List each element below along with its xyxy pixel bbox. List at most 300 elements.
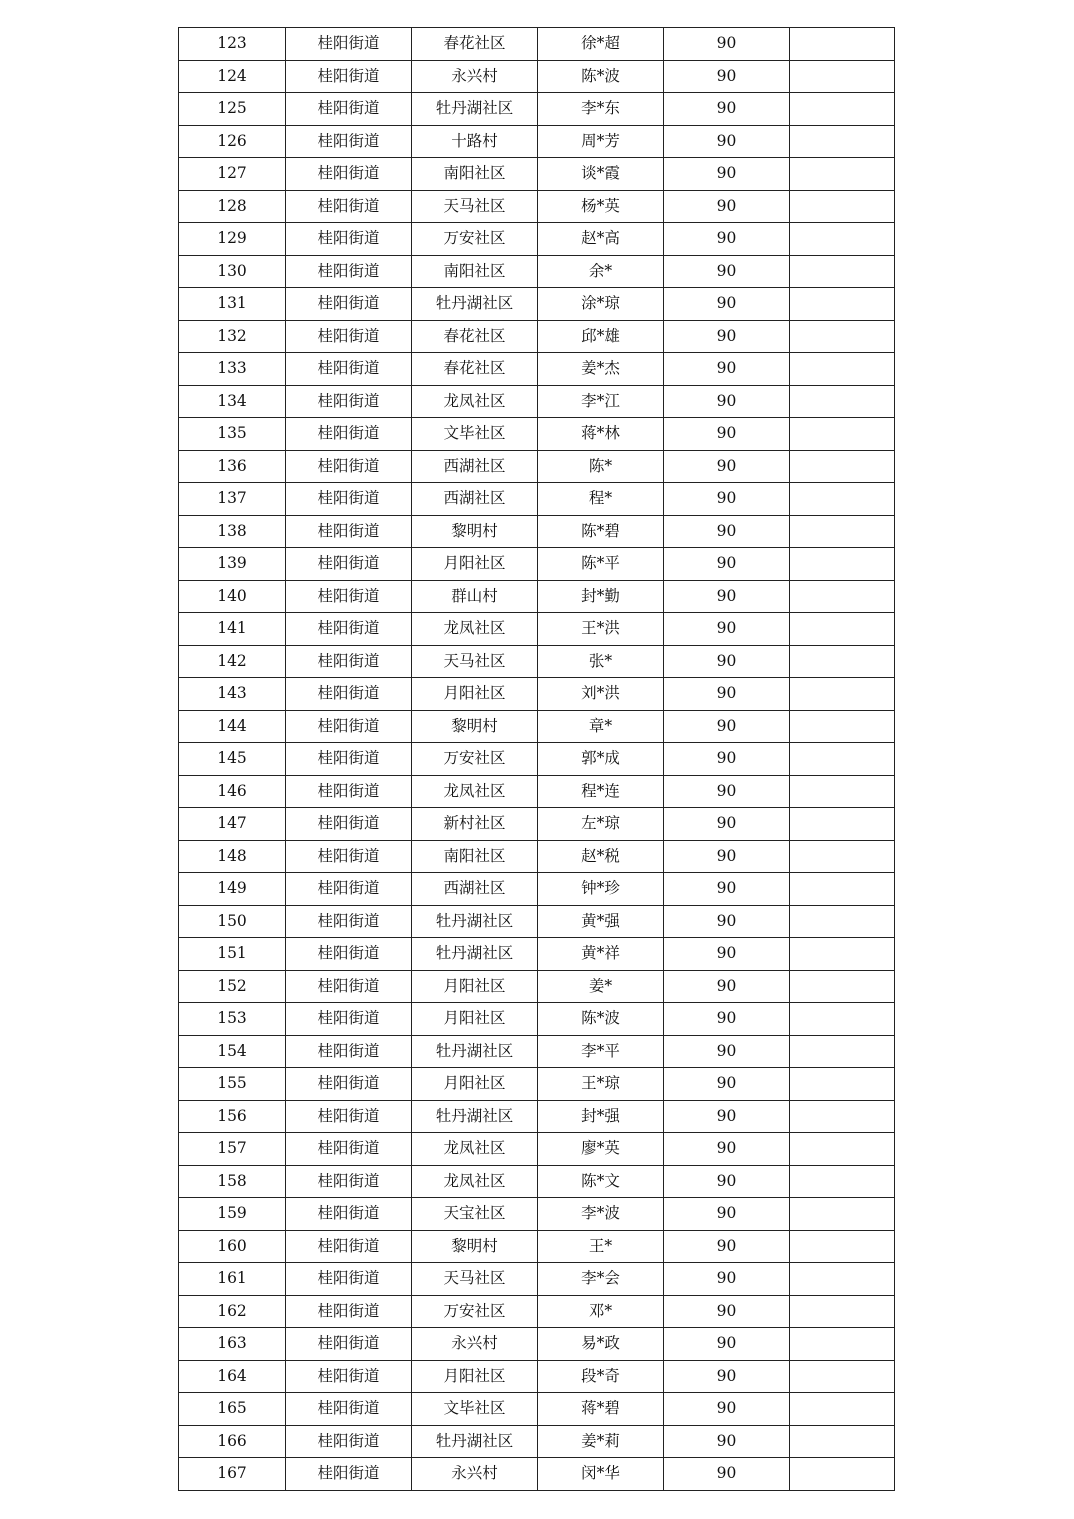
person-name-cell: 邓* [538,1295,664,1328]
community-cell: 黎明村 [412,515,538,548]
table-row [179,938,895,971]
row-number-cell: 127 [179,158,286,191]
remark-cell [790,1425,895,1458]
remark-cell [790,418,895,451]
table-row [179,158,895,191]
street-cell: 桂阳街道 [286,515,412,548]
score-cell: 90 [664,1328,790,1361]
remark-cell [790,483,895,516]
person-name-cell: 蒋*林 [538,418,664,451]
remark-cell [790,223,895,256]
score-cell: 90 [664,1458,790,1491]
community-cell: 牡丹湖社区 [412,905,538,938]
person-name-cell: 陈*文 [538,1165,664,1198]
score-cell: 90 [664,288,790,321]
street-cell: 桂阳街道 [286,1165,412,1198]
street-cell: 桂阳街道 [286,418,412,451]
person-name-cell: 陈*平 [538,548,664,581]
community-cell: 南阳社区 [412,158,538,191]
remark-cell [790,1230,895,1263]
remark-cell [790,1100,895,1133]
community-cell: 月阳社区 [412,548,538,581]
table-row [179,873,895,906]
street-cell: 桂阳街道 [286,1458,412,1491]
table-row [179,1328,895,1361]
street-cell: 桂阳街道 [286,1230,412,1263]
community-cell: 龙凤社区 [412,1133,538,1166]
community-cell: 龙凤社区 [412,613,538,646]
community-cell: 春花社区 [412,320,538,353]
street-cell: 桂阳街道 [286,1263,412,1296]
person-name-cell: 赵*高 [538,223,664,256]
score-cell: 90 [664,938,790,971]
street-cell: 桂阳街道 [286,808,412,841]
table-row [179,1068,895,1101]
table-row [179,580,895,613]
score-cell: 90 [664,418,790,451]
table-row [179,1263,895,1296]
street-cell: 桂阳街道 [286,1198,412,1231]
row-number-cell: 155 [179,1068,286,1101]
community-cell: 月阳社区 [412,678,538,711]
score-cell: 90 [664,1393,790,1426]
street-cell: 桂阳街道 [286,93,412,126]
community-cell: 万安社区 [412,223,538,256]
person-name-cell: 蒋*碧 [538,1393,664,1426]
score-cell: 90 [664,320,790,353]
table-row [179,483,895,516]
row-number-cell: 154 [179,1035,286,1068]
street-cell: 桂阳街道 [286,775,412,808]
person-name-cell: 周*芳 [538,125,664,158]
remark-cell [790,905,895,938]
row-number-cell: 132 [179,320,286,353]
row-number-cell: 128 [179,190,286,223]
community-cell: 黎明村 [412,1230,538,1263]
person-name-cell: 姜*杰 [538,353,664,386]
table-row [179,905,895,938]
street-cell: 桂阳街道 [286,743,412,776]
person-name-cell: 王*琼 [538,1068,664,1101]
person-name-cell: 封*强 [538,1100,664,1133]
person-name-cell: 王* [538,1230,664,1263]
score-cell: 90 [664,840,790,873]
row-number-cell: 138 [179,515,286,548]
row-number-cell: 159 [179,1198,286,1231]
street-cell: 桂阳街道 [286,223,412,256]
score-cell: 90 [664,710,790,743]
person-name-cell: 廖*英 [538,1133,664,1166]
person-name-cell: 杨*英 [538,190,664,223]
table-row [179,1360,895,1393]
community-cell: 牡丹湖社区 [412,1100,538,1133]
street-cell: 桂阳街道 [286,873,412,906]
street-cell: 桂阳街道 [286,1068,412,1101]
community-cell: 月阳社区 [412,1360,538,1393]
score-cell: 90 [664,808,790,841]
street-cell: 桂阳街道 [286,288,412,321]
row-number-cell: 139 [179,548,286,581]
score-cell: 90 [664,645,790,678]
row-number-cell: 152 [179,970,286,1003]
table-row [179,1035,895,1068]
person-name-cell: 刘*洪 [538,678,664,711]
table-row [179,190,895,223]
community-cell: 牡丹湖社区 [412,938,538,971]
table-row [179,1425,895,1458]
table-row [179,1198,895,1231]
score-cell: 90 [664,905,790,938]
row-number-cell: 164 [179,1360,286,1393]
person-name-cell: 谈*霞 [538,158,664,191]
row-number-cell: 136 [179,450,286,483]
row-number-cell: 166 [179,1425,286,1458]
person-name-cell: 余* [538,255,664,288]
person-name-cell: 陈*波 [538,60,664,93]
row-number-cell: 137 [179,483,286,516]
table-row [179,255,895,288]
remark-cell [790,515,895,548]
row-number-cell: 129 [179,223,286,256]
person-name-cell: 陈*碧 [538,515,664,548]
table-row [179,645,895,678]
table-row [179,450,895,483]
score-cell: 90 [664,28,790,61]
row-number-cell: 123 [179,28,286,61]
remark-cell [790,1360,895,1393]
remark-cell [790,613,895,646]
score-cell: 90 [664,1230,790,1263]
table-row [179,678,895,711]
table-row [179,1003,895,1036]
table-row [179,1393,895,1426]
remark-cell [790,873,895,906]
community-cell: 天马社区 [412,645,538,678]
community-cell: 牡丹湖社区 [412,1425,538,1458]
score-cell: 90 [664,580,790,613]
street-cell: 桂阳街道 [286,645,412,678]
row-number-cell: 147 [179,808,286,841]
remark-cell [790,158,895,191]
street-cell: 桂阳街道 [286,483,412,516]
row-number-cell: 130 [179,255,286,288]
remark-cell [790,1458,895,1491]
row-number-cell: 140 [179,580,286,613]
row-number-cell: 134 [179,385,286,418]
roster-sheet [178,27,894,1491]
remark-cell [790,970,895,1003]
score-cell: 90 [664,1003,790,1036]
person-name-cell: 封*勤 [538,580,664,613]
community-cell: 春花社区 [412,28,538,61]
table-row [179,970,895,1003]
row-number-cell: 153 [179,1003,286,1036]
remark-cell [790,93,895,126]
row-number-cell: 124 [179,60,286,93]
person-name-cell: 徐*超 [538,28,664,61]
street-cell: 桂阳街道 [286,1003,412,1036]
person-name-cell: 张* [538,645,664,678]
community-cell: 天马社区 [412,1263,538,1296]
street-cell: 桂阳街道 [286,450,412,483]
table-row [179,1458,895,1491]
row-number-cell: 131 [179,288,286,321]
score-cell: 90 [664,1035,790,1068]
street-cell: 桂阳街道 [286,1133,412,1166]
row-number-cell: 156 [179,1100,286,1133]
score-cell: 90 [664,743,790,776]
row-number-cell: 158 [179,1165,286,1198]
person-name-cell: 李*东 [538,93,664,126]
remark-cell [790,580,895,613]
score-cell: 90 [664,1425,790,1458]
community-cell: 西湖社区 [412,873,538,906]
person-name-cell: 左*琼 [538,808,664,841]
score-cell: 90 [664,1165,790,1198]
remark-cell [790,1035,895,1068]
person-name-cell: 李*会 [538,1263,664,1296]
row-number-cell: 167 [179,1458,286,1491]
person-name-cell: 涂*琼 [538,288,664,321]
remark-cell [790,1328,895,1361]
remark-cell [790,288,895,321]
score-cell: 90 [664,1133,790,1166]
person-name-cell: 王*洪 [538,613,664,646]
person-name-cell: 陈*波 [538,1003,664,1036]
score-cell: 90 [664,158,790,191]
score-cell: 90 [664,1068,790,1101]
score-cell: 90 [664,190,790,223]
table-row [179,1133,895,1166]
street-cell: 桂阳街道 [286,1393,412,1426]
table-row [179,808,895,841]
table-row [179,1165,895,1198]
street-cell: 桂阳街道 [286,60,412,93]
score-cell: 90 [664,970,790,1003]
person-name-cell: 黄*强 [538,905,664,938]
person-name-cell: 钟*珍 [538,873,664,906]
table-row [179,28,895,61]
table-row [179,125,895,158]
street-cell: 桂阳街道 [286,1328,412,1361]
remark-cell [790,1263,895,1296]
remark-cell [790,255,895,288]
row-number-cell: 149 [179,873,286,906]
score-cell: 90 [664,1295,790,1328]
row-number-cell: 135 [179,418,286,451]
person-name-cell: 程* [538,483,664,516]
street-cell: 桂阳街道 [286,1295,412,1328]
table-row [179,1295,895,1328]
remark-cell [790,1165,895,1198]
remark-cell [790,1003,895,1036]
community-cell: 文毕社区 [412,418,538,451]
person-name-cell: 李*平 [538,1035,664,1068]
row-number-cell: 141 [179,613,286,646]
street-cell: 桂阳街道 [286,1425,412,1458]
community-cell: 黎明村 [412,710,538,743]
street-cell: 桂阳街道 [286,613,412,646]
table-row [179,288,895,321]
remark-cell [790,645,895,678]
street-cell: 桂阳街道 [286,125,412,158]
table-row [179,743,895,776]
score-cell: 90 [664,873,790,906]
score-cell: 90 [664,60,790,93]
score-cell: 90 [664,515,790,548]
community-cell: 龙凤社区 [412,385,538,418]
score-cell: 90 [664,255,790,288]
table-row [179,613,895,646]
row-number-cell: 146 [179,775,286,808]
table-row [179,418,895,451]
person-name-cell: 姜* [538,970,664,1003]
row-number-cell: 162 [179,1295,286,1328]
score-cell: 90 [664,775,790,808]
remark-cell [790,353,895,386]
row-number-cell: 144 [179,710,286,743]
table-row [179,548,895,581]
score-cell: 90 [664,678,790,711]
score-cell: 90 [664,353,790,386]
street-cell: 桂阳街道 [286,385,412,418]
remark-cell [790,28,895,61]
score-cell: 90 [664,385,790,418]
community-cell: 永兴村 [412,60,538,93]
table-row [179,515,895,548]
remark-cell [790,548,895,581]
community-cell: 群山村 [412,580,538,613]
street-cell: 桂阳街道 [286,548,412,581]
remark-cell [790,710,895,743]
row-number-cell: 165 [179,1393,286,1426]
community-cell: 天马社区 [412,190,538,223]
row-number-cell: 163 [179,1328,286,1361]
row-number-cell: 161 [179,1263,286,1296]
person-name-cell: 闵*华 [538,1458,664,1491]
table-row [179,60,895,93]
score-cell: 90 [664,223,790,256]
score-cell: 90 [664,1198,790,1231]
community-cell: 牡丹湖社区 [412,288,538,321]
person-name-cell: 段*奇 [538,1360,664,1393]
score-cell: 90 [664,613,790,646]
community-cell: 月阳社区 [412,1068,538,1101]
remark-cell [790,1393,895,1426]
street-cell: 桂阳街道 [286,905,412,938]
person-name-cell: 郭*成 [538,743,664,776]
community-cell: 万安社区 [412,743,538,776]
remark-cell [790,938,895,971]
community-cell: 西湖社区 [412,450,538,483]
person-name-cell: 黄*祥 [538,938,664,971]
row-number-cell: 148 [179,840,286,873]
community-cell: 永兴村 [412,1458,538,1491]
table-row [179,353,895,386]
street-cell: 桂阳街道 [286,840,412,873]
community-cell: 天宝社区 [412,1198,538,1231]
score-cell: 90 [664,450,790,483]
table-row [179,223,895,256]
street-cell: 桂阳街道 [286,1100,412,1133]
table-row [179,840,895,873]
community-cell: 南阳社区 [412,840,538,873]
roster-table [178,27,895,1491]
community-cell: 十路村 [412,125,538,158]
score-cell: 90 [664,483,790,516]
remark-cell [790,385,895,418]
community-cell: 永兴村 [412,1328,538,1361]
remark-cell [790,1198,895,1231]
community-cell: 新村社区 [412,808,538,841]
street-cell: 桂阳街道 [286,28,412,61]
remark-cell [790,1068,895,1101]
community-cell: 万安社区 [412,1295,538,1328]
table-row [179,320,895,353]
street-cell: 桂阳街道 [286,710,412,743]
row-number-cell: 157 [179,1133,286,1166]
community-cell: 南阳社区 [412,255,538,288]
person-name-cell: 李*波 [538,1198,664,1231]
row-number-cell: 133 [179,353,286,386]
person-name-cell: 姜*莉 [538,1425,664,1458]
score-cell: 90 [664,1100,790,1133]
person-name-cell: 邱*雄 [538,320,664,353]
person-name-cell: 程*连 [538,775,664,808]
person-name-cell: 赵*税 [538,840,664,873]
street-cell: 桂阳街道 [286,1035,412,1068]
table-row [179,93,895,126]
community-cell: 月阳社区 [412,970,538,1003]
table-row [179,710,895,743]
community-cell: 龙凤社区 [412,1165,538,1198]
row-number-cell: 125 [179,93,286,126]
street-cell: 桂阳街道 [286,1360,412,1393]
street-cell: 桂阳街道 [286,678,412,711]
remark-cell [790,320,895,353]
row-number-cell: 151 [179,938,286,971]
table-row [179,775,895,808]
remark-cell [790,125,895,158]
street-cell: 桂阳街道 [286,320,412,353]
remark-cell [790,1295,895,1328]
row-number-cell: 126 [179,125,286,158]
street-cell: 桂阳街道 [286,938,412,971]
score-cell: 90 [664,1263,790,1296]
score-cell: 90 [664,548,790,581]
community-cell: 文毕社区 [412,1393,538,1426]
remark-cell [790,450,895,483]
score-cell: 90 [664,1360,790,1393]
remark-cell [790,743,895,776]
table-row [179,1230,895,1263]
person-name-cell: 李*江 [538,385,664,418]
remark-cell [790,1133,895,1166]
row-number-cell: 142 [179,645,286,678]
row-number-cell: 143 [179,678,286,711]
community-cell: 西湖社区 [412,483,538,516]
street-cell: 桂阳街道 [286,970,412,1003]
remark-cell [790,190,895,223]
row-number-cell: 145 [179,743,286,776]
person-name-cell: 陈* [538,450,664,483]
street-cell: 桂阳街道 [286,255,412,288]
row-number-cell: 160 [179,1230,286,1263]
roster-table-body [179,28,895,1491]
remark-cell [790,775,895,808]
community-cell: 牡丹湖社区 [412,93,538,126]
community-cell: 月阳社区 [412,1003,538,1036]
